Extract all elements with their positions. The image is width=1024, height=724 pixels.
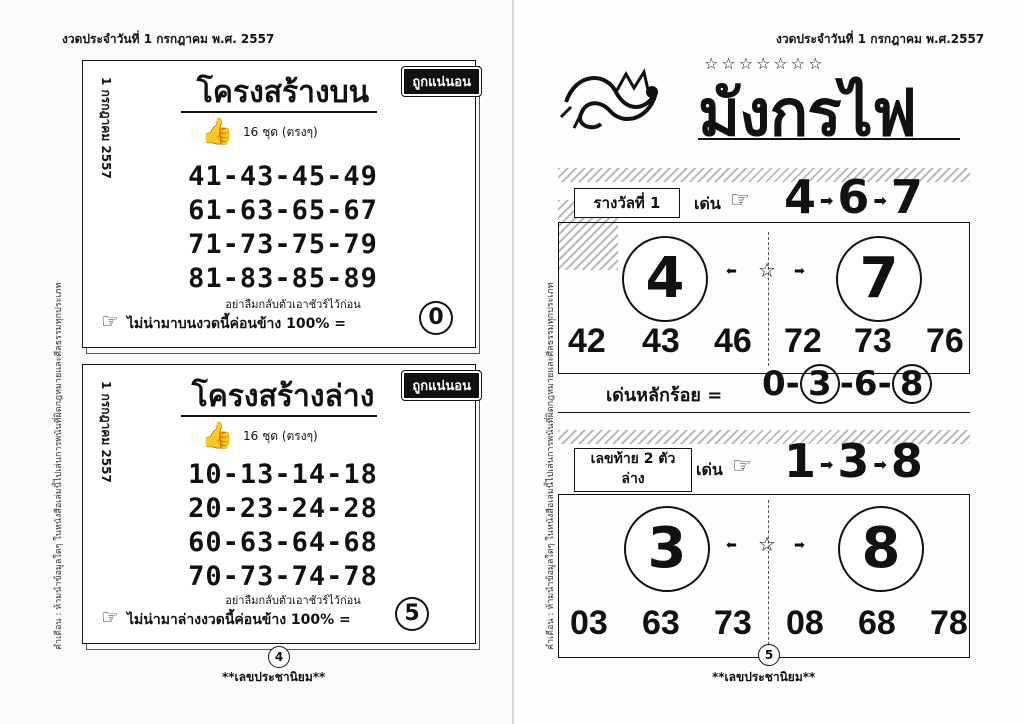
reminder-note: อย่าลืมกลับตัวเอาชัวร์ไว้ก่อน	[225, 298, 361, 311]
hundreds-digit-circled: 8	[892, 364, 932, 404]
prize1-sequence	[784, 170, 923, 224]
page-footer: **เลขประชานิยม**	[222, 670, 326, 684]
hundreds-values: 0- 3 -6- 8	[762, 364, 932, 404]
hundreds-digit: 6	[853, 364, 878, 404]
pair-number: 78	[930, 604, 968, 642]
claim-text: ไม่น่ามาบนงวดนี้ค่อนข้าง 100% =	[127, 316, 346, 332]
number-line: 71-73-75-79	[188, 229, 378, 260]
page-footer: **เลขประชานิยม**	[712, 670, 816, 684]
left-page-header: งวดประจำวันที่ 1 กรกฎาคม พ.ศ. 2557	[62, 32, 275, 46]
arrow-right-icon: ➡	[794, 264, 805, 279]
thumbs-up-icon: 👍	[201, 421, 234, 451]
thumbs-up-icon: 👍	[201, 117, 234, 147]
pair-number: 03	[570, 604, 608, 642]
pair-number: 73	[714, 604, 752, 642]
arrow-right-icon: ➡	[873, 455, 887, 474]
pair-number: 68	[858, 604, 896, 642]
claim-text: ไม่น่ามาล่างงวดนี้ค่อนข้าง 100% =	[127, 612, 351, 628]
page-number: 4	[268, 646, 290, 668]
hundreds-label: เด่นหลักร้อย =	[606, 385, 723, 406]
hundreds-digit-circled: 3	[800, 364, 840, 404]
bottom2-label-line2: ล่าง	[621, 471, 645, 487]
upper-structure-box	[82, 60, 476, 348]
arrow-right-icon: ➡	[794, 538, 805, 553]
arrow-right-icon: ➡	[820, 455, 834, 474]
right-page	[514, 0, 1024, 724]
title-underline	[181, 415, 377, 417]
page-number: 5	[758, 644, 780, 666]
hundreds-digit: 0	[762, 364, 786, 404]
brand-title: มังกรไฟ	[698, 76, 917, 151]
excluded-digit: 5	[395, 597, 429, 631]
rating-stars: ☆☆☆☆☆☆☆	[704, 54, 826, 73]
pair-number: 42	[568, 322, 606, 360]
star-icon: ☆	[758, 258, 776, 282]
arrow-right-icon: ➡	[873, 191, 887, 210]
pair-number: 72	[784, 322, 822, 360]
seq-digit: 8	[890, 434, 923, 488]
pair-number: 73	[854, 322, 892, 360]
left-side-warning: คำเตือน : ห้ามนำข้อมูลใดๆ ในหนังสือเล่มนี้ไปเล่นการพนันที่ผิดกฎหมายและศีลธรรมทุกประเภท	[54, 282, 64, 650]
arrow-left-icon: ⬅	[726, 538, 737, 553]
excluded-digit: 0	[419, 301, 453, 335]
pair-number: 46	[714, 322, 752, 360]
sets-count: 16 ชุด (ตรงๆ)	[243, 125, 318, 139]
bottom2-left-digit: 3	[624, 506, 710, 592]
pointing-hand-icon: ☞	[101, 605, 119, 629]
box-date: 1 กรกฎาคม 2557	[99, 77, 113, 179]
section-separator	[558, 412, 970, 413]
prize1-right-digit: 7	[836, 236, 922, 322]
dragon-logo-icon	[556, 62, 666, 142]
guarantee-badge: ถูกแน่นอน	[402, 371, 481, 400]
star-icon: ☆	[758, 532, 776, 556]
pointing-hand-icon: ☞	[732, 454, 752, 479]
bottom2-label-line1: เลขท้าย 2 ตัว	[590, 451, 676, 467]
seq-digit: 4	[784, 170, 817, 224]
right-side-warning: คำเตือน : ห้ามนำข้อมูลใดๆ ในหนังสือเล่มนี้ไปเล่นการพนันที่ผิดกฎหมายและศีลธรรมทุกประเภท	[546, 282, 556, 650]
lower-structure-box	[82, 364, 476, 644]
right-page-header: งวดประจำวันที่ 1 กรกฎาคม พ.ศ.2557	[776, 32, 985, 46]
number-line: 61-63-65-67	[188, 195, 378, 226]
prize1-label: รางวัลที่ 1	[574, 188, 680, 218]
arrow-left-icon: ⬅	[726, 264, 737, 279]
pair-number: 43	[642, 322, 680, 360]
arrow-right-icon: ➡	[820, 191, 834, 210]
reminder-note: อย่าลืมกลับตัวเอาชัวร์ไว้ก่อน	[225, 594, 361, 607]
lower-title: โครงสร้างล่าง	[191, 379, 375, 414]
bottom2-label	[574, 448, 692, 492]
number-line: 60-63-64-68	[188, 527, 378, 558]
upper-title: โครงสร้างบน	[196, 75, 370, 110]
pair-number: 08	[786, 604, 824, 642]
seq-digit: 7	[890, 170, 923, 224]
section-divider	[768, 232, 769, 366]
bottom2-den-label: เด่น	[696, 460, 723, 479]
bottom2-right-digit: 8	[838, 506, 924, 592]
prize1-den-label: เด่น	[694, 194, 721, 213]
guarantee-badge: ถูกแน่นอน	[402, 67, 481, 96]
bottom2-sequence	[784, 434, 923, 488]
title-underline	[181, 111, 377, 113]
number-line: 20-23-24-28	[188, 493, 378, 524]
seq-digit: 6	[837, 170, 870, 224]
section-divider	[768, 500, 769, 650]
number-line: 70-73-74-78	[188, 561, 378, 592]
brand-underline	[698, 138, 960, 140]
pointing-hand-icon: ☞	[101, 309, 119, 333]
prize1-left-digit: 4	[622, 236, 708, 322]
pair-number: 76	[926, 322, 964, 360]
box-date: 1 กรกฎาคม 2557	[99, 381, 113, 483]
number-line: 81-83-85-89	[188, 263, 378, 294]
number-line: 41-43-45-49	[188, 161, 378, 192]
seq-digit: 1	[784, 434, 817, 488]
sets-count: 16 ชุด (ตรงๆ)	[243, 429, 318, 443]
number-line: 10-13-14-18	[188, 459, 378, 490]
seq-digit: 3	[837, 434, 870, 488]
pair-number: 63	[642, 604, 680, 642]
pointing-hand-icon: ☞	[730, 188, 750, 213]
